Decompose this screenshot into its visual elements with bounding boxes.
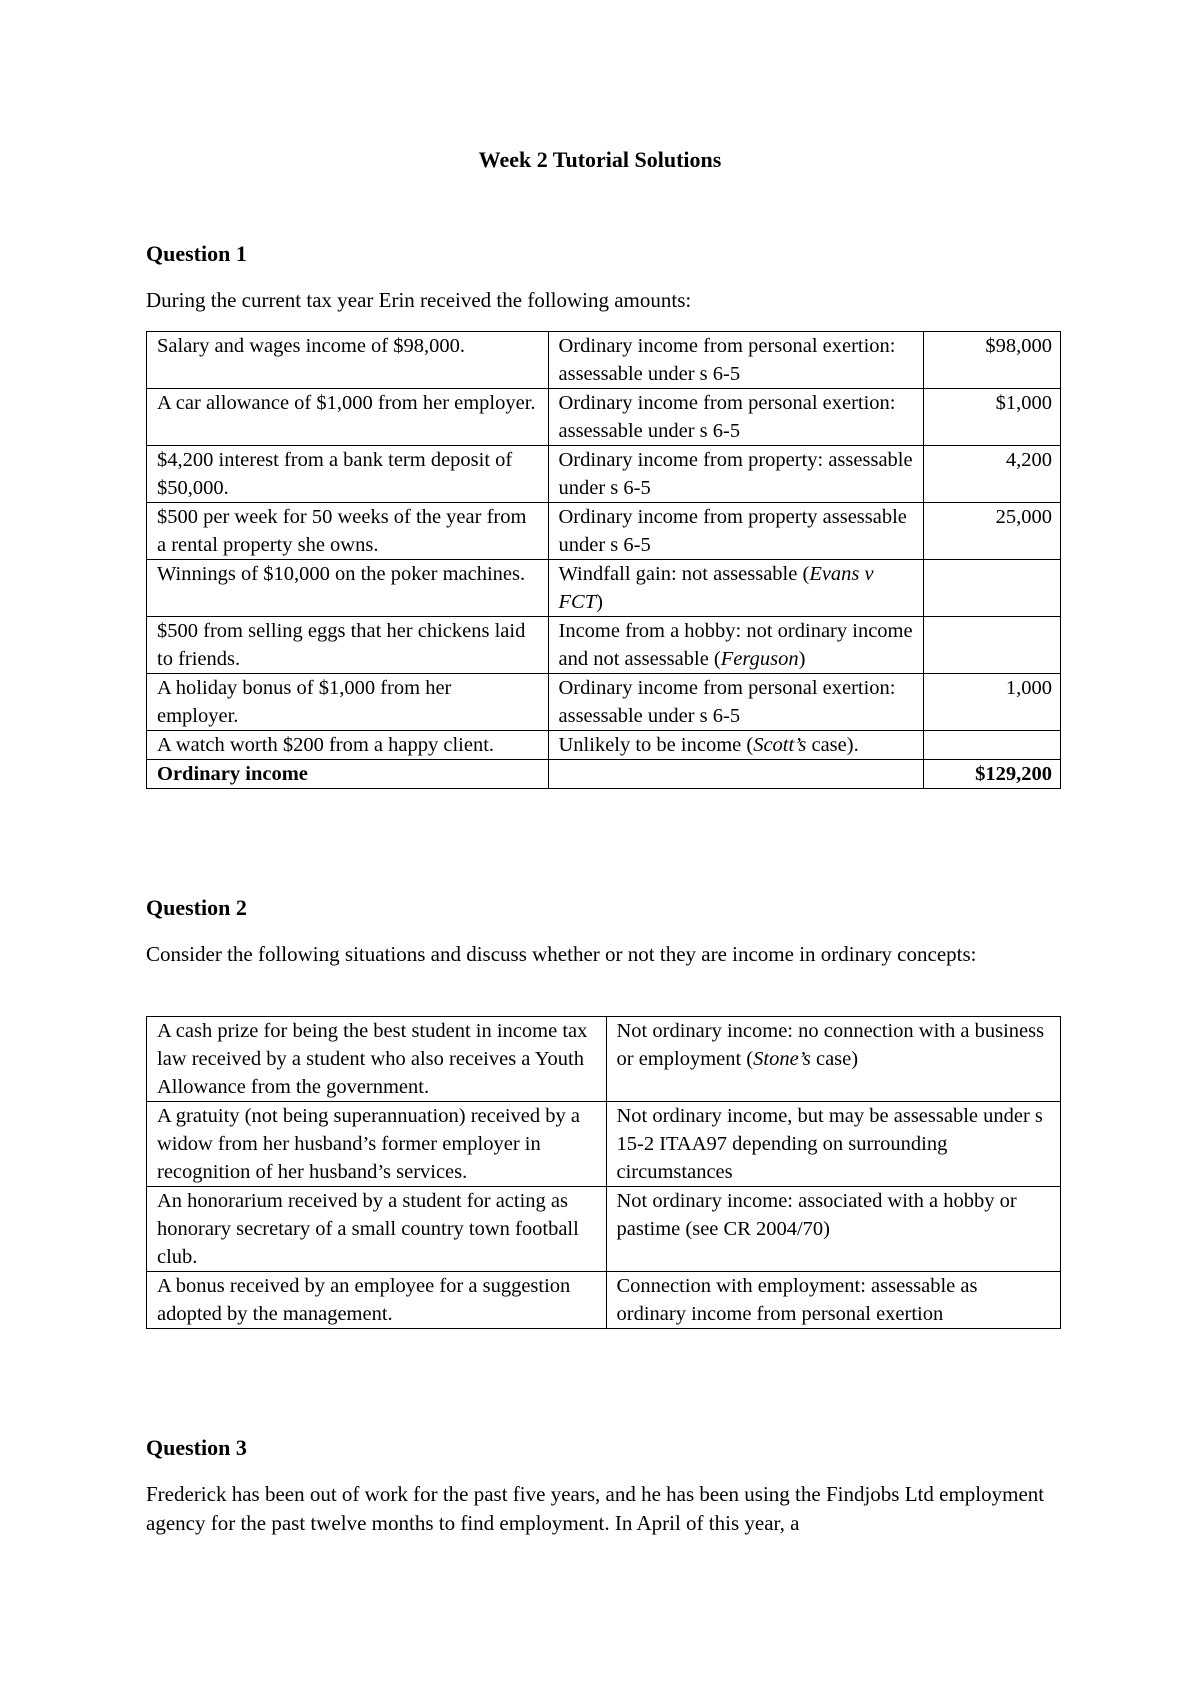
treatment-text: ) [596,591,603,613]
treatment-cell [548,560,924,617]
table-row [147,1272,1061,1329]
amount-cell: 25,000 [924,503,1061,560]
answer-text: Not ordinary income, but may be assessable under s 15-2 ITAA97 depending on surrounding circumstances [616,1105,1043,1183]
document-title: Week 2 Tutorial Solutions [478,147,722,172]
item-cell: A watch worth $200 from a happy client. [147,731,549,760]
table-row [147,1187,1061,1272]
table-row [147,503,1061,560]
income-table [146,331,1061,789]
total-row [147,760,1061,789]
treatment-cell: Ordinary income from property assessable under s 6-5 [548,503,924,560]
answer-text: Not ordinary income: no connection with a business or employment ( [616,1020,1045,1070]
item-cell: $4,200 interest from a bank term deposit of $50,000. [147,446,549,503]
item-cell: A holiday bonus of $1,000 from her employer. [147,674,549,731]
table-row [147,446,1061,503]
total-amount: $129,200 [924,760,1061,789]
table-row [147,560,1061,617]
amount-cell: 1,000 [924,674,1061,731]
amount-cell: 4,200 [924,446,1061,503]
situation-cell: A bonus received by an employee for a suggestion adopted by the management. [147,1272,607,1329]
case-name: Stone’s [753,1048,811,1070]
treatment-cell [548,731,924,760]
item-cell: $500 from selling eggs that her chickens laid to friends. [147,617,549,674]
amount-cell [924,731,1061,760]
answer-cell [606,1187,1061,1272]
table-row [147,617,1061,674]
answer-text: Not ordinary income: associated with a hobby or pastime (see CR 2004/70) [616,1190,1017,1240]
amount-cell [924,617,1061,674]
question-3-text: Frederick has been out of work for the past five years, and he has been using the Findjobs Ltd employment agency for the past twelve months to find employment. In April of this year, a [146,1482,1045,1535]
total-label: Ordinary income [147,760,549,789]
question-3-heading: Question 3 [146,1435,247,1460]
treatment-cell: Ordinary income from personal exertion: assessable under s 6-5 [548,389,924,446]
answer-text: case) [810,1048,859,1070]
situation-cell: A cash prize for being the best student in income tax law received by a student who also receives a Youth Allowance from the government. [147,1017,607,1102]
amount-cell: $98,000 [924,332,1061,389]
table-row [147,731,1061,760]
treatment-text: case). [806,734,859,756]
item-cell: Winnings of $10,000 on the poker machines. [147,560,549,617]
answer-text: Connection with employment: assessable as ordinary income from personal exertion [616,1275,978,1325]
case-name: Scott’s [753,734,807,756]
amount-cell [924,560,1061,617]
case-name: Evans v FCT [558,563,874,613]
case-name: Ferguson [720,648,799,670]
table-row [147,389,1061,446]
situation-cell: An honorarium received by a student for acting as honorary secretary of a small country town football club. [147,1187,607,1272]
treatment-cell: Ordinary income from personal exertion: assessable under s 6-5 [548,332,924,389]
question-1-intro: During the current tax year Erin received the following amounts: [146,288,692,312]
question-2-intro: Consider the following situations and discuss whether or not they are income in ordinary concepts: [146,942,977,966]
situations-table [146,1016,1061,1329]
situation-cell: A gratuity (not being superannuation) received by a widow from her husband’s former employer in recognition of her husband’s services. [147,1102,607,1187]
item-cell: Salary and wages income of $98,000. [147,332,549,389]
treatment-cell [548,617,924,674]
question-2-heading: Question 2 [146,895,247,920]
treatment-cell: Ordinary income from property: assessable under s 6-5 [548,446,924,503]
answer-cell [606,1017,1061,1102]
item-cell: A car allowance of $1,000 from her employer. [147,389,549,446]
item-cell: $500 per week for 50 weeks of the year from a rental property she owns. [147,503,549,560]
treatment-text: Unlikely to be income ( [558,734,754,756]
empty-cell [548,760,924,789]
table-row [147,1017,1061,1102]
table-row [147,1102,1061,1187]
treatment-text: Windfall gain: not assessable ( [558,563,810,585]
treatment-text: Income from a hobby: not ordinary income and not assessable ( [558,620,913,670]
table-row [147,674,1061,731]
amount-cell: $1,000 [924,389,1061,446]
treatment-text: ) [798,648,806,670]
table-row [147,332,1061,389]
answer-cell [606,1272,1061,1329]
question-1-heading: Question 1 [146,241,247,266]
answer-cell [606,1102,1061,1187]
treatment-cell: Ordinary income from personal exertion: assessable under s 6-5 [548,674,924,731]
